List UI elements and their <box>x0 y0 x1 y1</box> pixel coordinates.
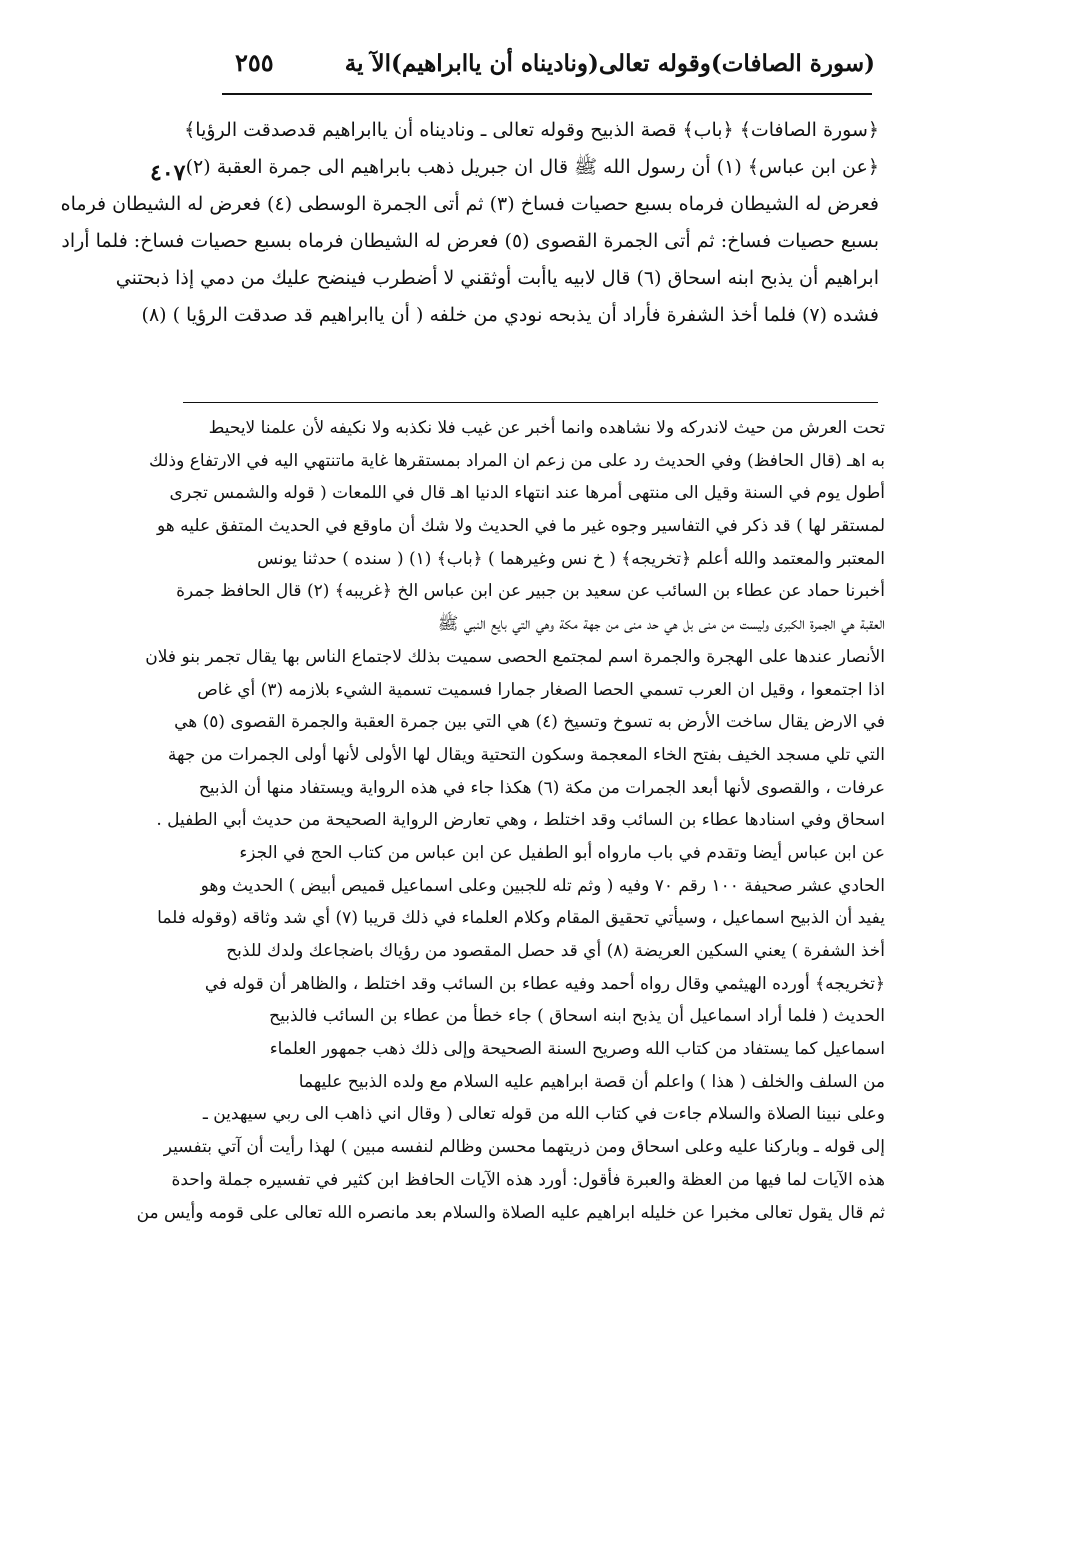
commentary-line: من السلف والخلف ( هذا ) واعلم أن قصة ابراهيم عليه السلام مع ولده الذبيح عليهما <box>298 1071 885 1092</box>
commentary-line: تحت العرش من حيث لاندركه ولا نشاهده وانما أخبر عن غيب فلا نكذبه ولا نكيفه لأن علمنا لايحيط <box>208 418 885 438</box>
hadith-line: فعرض له الشيطان فرماه بسبع حصيات فساخ (٣) ثم أتى الجمرة الوسطى (٤) فعرض له الشيطان فرماه <box>60 193 879 215</box>
hadith-line: بسبع حصيات فساخ: ثم أتى الجمرة القصوى (٥) فعرض له الشيطان فرماه بسبع حصيات فساخ: فلما أراد <box>61 230 879 252</box>
commentary-line: وعلى نبينا الصلاة والسلام جاءت في كتاب الله من قوله تعالى ( وقال اني ذاهب الى ربي سيهدين ـ <box>202 1104 885 1125</box>
commentary-line: المعتبر والمعتمد والله أعلم ﴿تخريجه﴾ ( خ نس وغيرهما ) ﴿باب﴾ (١) ( سنده ) حدثنا يونس <box>257 548 885 569</box>
page-number: ٢٥٥ <box>235 48 274 77</box>
commentary-line: الحديث ( فلما أراد اسماعيل أن يذبح ابنه اسحاق ) جاء خطأ من عطاء بن السائب فالذبيح <box>269 1006 885 1027</box>
hadith-line: فشده (٧) فلما أخذ الشفرة فأراد أن يذبحه نودي من خلفه ( أن ياابراهيم قد صدقت الرؤيا ) (٨) <box>141 304 879 326</box>
hadith-line: ﴿عن ابن عباس﴾ (١) أن رسول الله ﷺ قال ان جبريل ذهب بابراهيم الى جمرة العقبة (٢) <box>185 156 879 178</box>
commentary-line: التي تلي مسجد الخيف بفتح الخاء المعجمة وسكون التحتية ويقال لها الأولى لأنها أولى الجمرات من جهة <box>167 744 885 765</box>
commentary-line: عن ابن عباس أيضا وتقدم في باب مارواه أبو الطفيل عن ابن عباس من كتاب الحج في الجزء <box>239 842 885 863</box>
commentary-line: به اهـ (قال الحافظ) وفي الحديث رد على من زعم ان المراد بمستقرها غاية ماتنتهي اليه في الارتفاع وذلك <box>149 450 885 471</box>
commentary-line: هذه الآيات لما فيها من العظة والعبرة فأقول: أورد هذه الآيات الحافظ ابن كثير في تفسيره جملة واحدة <box>171 1169 885 1190</box>
commentary-line: اسماعيل كما يستفاد من كتاب الله وصريح السنة الصحيحة وإلى ذلك ذهب جمهور العلماء <box>269 1039 885 1060</box>
commentary-line: اسحاق وفي اسنادها عطاء بن السائب وقد اختلط ، وهي تعارض الرواية الصحيحة من حديث أبي الطفيل . <box>156 810 885 831</box>
commentary-line: أطول يوم في السنة وقيل الى منتهى أمرها عند انتهاء الدنيا اهـ قال في اللمعات ( قوله والشمس تجرى <box>169 483 885 504</box>
hadith-line: ﴿سورة الصافات﴾ ﴿باب﴾ قصة الذبيح وقوله تعالى ـ وناديناه أن ياابراهيم قدصدقت الرؤيا﴾ <box>184 119 879 141</box>
commentary-line: عرفات ، والقصوى لأنها أبعد الجمرات من مكة (٦) هكذا جاء في هذه الرواية ويستفاد منها أن الذبيح <box>198 777 885 798</box>
header-rule <box>222 93 872 95</box>
hadith-number: ٤٠٧ <box>150 160 186 186</box>
commentary-line: في الارض يقال ساخت الأرض به تسوخ وتسيخ (٤) هي التي بين جمرة العقبة والجمرة القصوى (٥) هي <box>174 712 885 733</box>
commentary-line: يفيد أن الذبيح اسماعيل ، وسيأتي تحقيق المقام وكلام العلماء في ذلك قريبا (٧) أي شد وثاقه (وقوله فلما <box>157 908 885 929</box>
commentary-line: اذا اجتمعوا ، وقيل ان العرب تسمي الحصا الصغار جمارا فسميت تسمية الشيء بلازمه (٣) أي غاص <box>197 679 885 700</box>
commentary-line: إلى قوله ـ وباركنا عليه وعلى اسحاق ومن ذريتهما محسن وظالم لنفسه مبين ) لهذا رأيت أن آتي بتفسير <box>163 1137 885 1158</box>
page-header <box>215 46 875 92</box>
commentary-line: الأنصار عندها على الهجرة والجمرة اسم لمجتمع الحصى سميت بذلك لاجتماع الناس بها يقال تجمر بنو فلان <box>145 646 885 667</box>
hadith-line: ابراهيم أن يذبح ابنه اسحاق (٦) قال لابيه ياأبت أوثقني لا أضطرب فينضح عليك من دمي إذا ذبحتني <box>115 267 879 289</box>
commentary-line: العقبة هي الجمرة الكبرى وليست من منى بل هي حد منى من جهة مكة وهي التي بايع النبي ﷺ <box>437 614 885 635</box>
commentary-line: أخبرنا حماد عن عطاء بن السائب عن سعيد بن جبير عن ابن عباس الخ ﴿غريبه﴾ (٢) قال الحافظ جمرة <box>176 581 885 602</box>
section-divider <box>183 402 878 403</box>
commentary-text <box>136 412 885 1229</box>
commentary-line: لمستقر لها ) قد ذكر في التفاسير وجوه غير ما في الحديث ولا شك أن ماوقع في الحديث المتفق عليه هو <box>156 516 885 537</box>
commentary-line: ثم قال يقول تعالى مخبرا عن خليله ابراهيم عليه الصلاة والسلام بعد مانصره الله تعالى على قومه وأيس من <box>136 1202 885 1223</box>
commentary-line: الحادي عشر صحيفة ١٠٠ رقم ٧٠ وفيه ( وثم تله للجبين وعلى اسماعيل قميص أبيض ) الحديث وهو <box>200 875 885 896</box>
commentary-line: ﴿تخريجه﴾ أورده الهيثمي وقال رواه أحمد وفيه عطاء بن السائب وقد اختلط ، والظاهر أن قوله في <box>204 973 885 994</box>
commentary-line: أخذ الشفرة ) يعني السكين العريضة (٨) أي قد حصل المقصود من رؤياك باضجاعك ولدك للذبح <box>226 941 885 961</box>
running-title: (سورة الصافات)وقوله تعالى(وناديناه أن ياابراهيم)الآ ية <box>344 50 875 77</box>
